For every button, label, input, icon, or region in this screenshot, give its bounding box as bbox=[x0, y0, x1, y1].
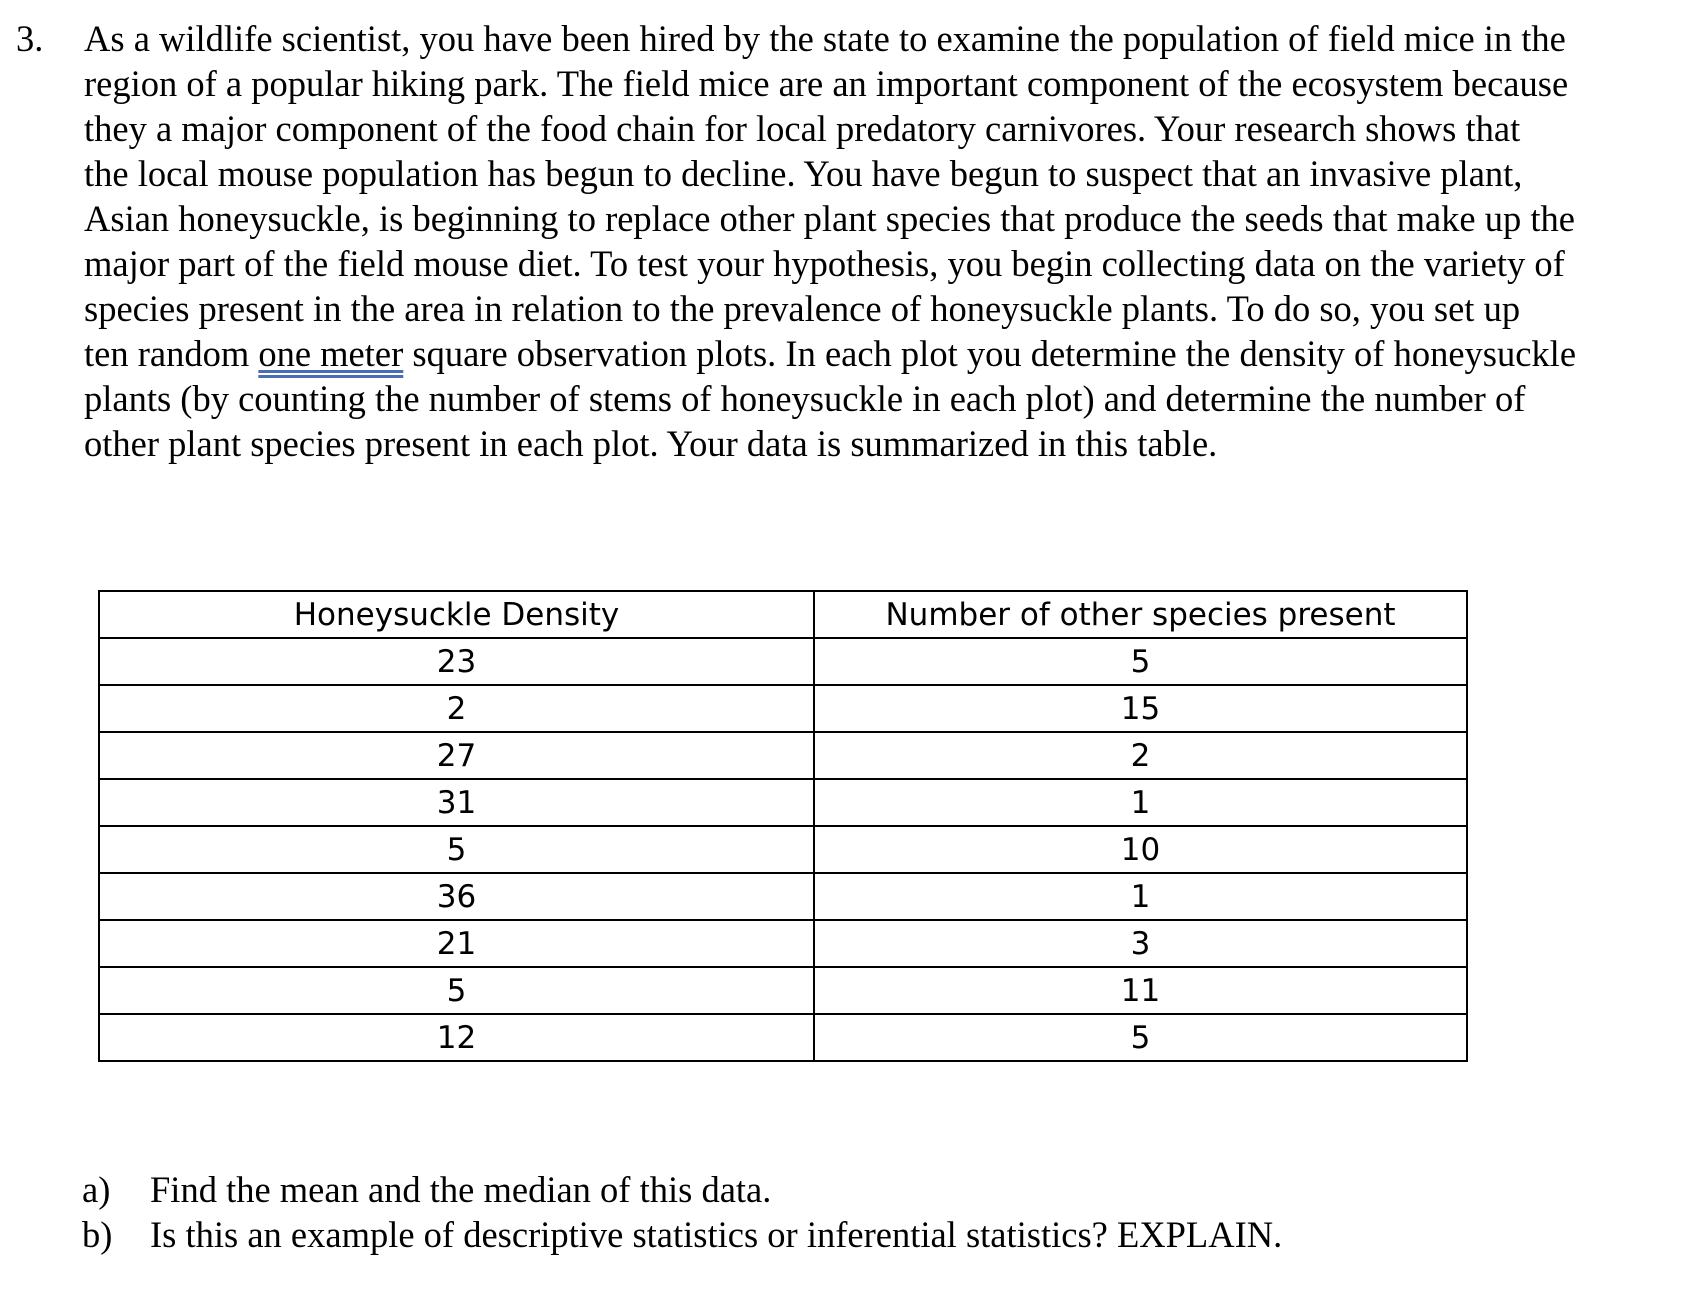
question-number: 3. bbox=[16, 18, 44, 59]
density-cell: 5 bbox=[99, 826, 814, 873]
table-row bbox=[99, 826, 1467, 873]
subquestion-text: Is this an example of descriptive statistics or inferential statistics? EXPLAIN. bbox=[150, 1214, 1283, 1255]
paragraph-line: the local mouse population has begun to decline. You have begun to suspect that an invasive plant, bbox=[84, 153, 1523, 194]
density-cell: 23 bbox=[99, 638, 814, 685]
density-cell: 27 bbox=[99, 732, 814, 779]
species-cell: 10 bbox=[814, 826, 1467, 873]
density-cell: 31 bbox=[99, 779, 814, 826]
table-row bbox=[99, 685, 1467, 732]
line-text: square observation plots. In each plot you determine the density of honeysuckle bbox=[403, 333, 1577, 374]
paragraph-line bbox=[84, 331, 1684, 376]
species-cell: 1 bbox=[814, 779, 1467, 826]
subquestion-text: Find the mean and the median of this data. bbox=[150, 1169, 772, 1210]
table-row bbox=[99, 779, 1467, 826]
table-row bbox=[99, 920, 1467, 967]
table-row bbox=[99, 1014, 1467, 1061]
paragraph-line: species present in the area in relation to the prevalence of honeysuckle plants. To do so, you set up bbox=[84, 288, 1521, 329]
density-cell: 12 bbox=[99, 1014, 814, 1061]
header-other-species: Number of other species present bbox=[814, 591, 1467, 638]
species-cell: 5 bbox=[814, 638, 1467, 685]
species-cell: 11 bbox=[814, 967, 1467, 1014]
species-cell: 2 bbox=[814, 732, 1467, 779]
density-cell: 21 bbox=[99, 920, 814, 967]
density-cell: 5 bbox=[99, 967, 814, 1014]
paragraph-line: As a wildlife scientist, you have been hired by the state to examine the population of field mice in the bbox=[84, 18, 1566, 59]
paragraph-line: they a major component of the food chain for local predatory carnivores. Your research shows that bbox=[84, 108, 1521, 149]
paragraph-line: region of a popular hiking park. The field mice are an important component of the ecosystem because bbox=[84, 63, 1569, 104]
table-row bbox=[99, 967, 1467, 1014]
species-cell: 3 bbox=[814, 920, 1467, 967]
line-text: ten random bbox=[84, 333, 259, 374]
paragraph-line: other plant species present in each plot. Your data is summarized in this table. bbox=[84, 423, 1218, 464]
table-row bbox=[99, 873, 1467, 920]
spellcheck-underlined-phrase[interactable]: one meter bbox=[258, 333, 404, 374]
subquestion-label: a) bbox=[82, 1169, 111, 1210]
species-cell: 1 bbox=[814, 873, 1467, 920]
table-row bbox=[99, 732, 1467, 779]
paragraph-line: Asian honeysuckle, is beginning to replace other plant species that produce the seeds that make up the bbox=[84, 198, 1575, 239]
paragraph-line: plants (by counting the number of stems of honeysuckle in each plot) and determine the number of bbox=[84, 378, 1526, 419]
density-cell: 36 bbox=[99, 873, 814, 920]
table-row bbox=[99, 638, 1467, 685]
density-cell: 2 bbox=[99, 685, 814, 732]
data-table bbox=[98, 590, 1468, 1062]
species-cell: 5 bbox=[814, 1014, 1467, 1061]
question-paragraph bbox=[84, 16, 1684, 466]
species-cell: 15 bbox=[814, 685, 1467, 732]
table-header-row bbox=[99, 591, 1467, 638]
header-honeysuckle-density: Honeysuckle Density bbox=[99, 591, 814, 638]
subquestion-label: b) bbox=[82, 1214, 113, 1255]
paragraph-line: major part of the field mouse diet. To test your hypothesis, you begin collecting data on the variety of bbox=[84, 243, 1565, 284]
